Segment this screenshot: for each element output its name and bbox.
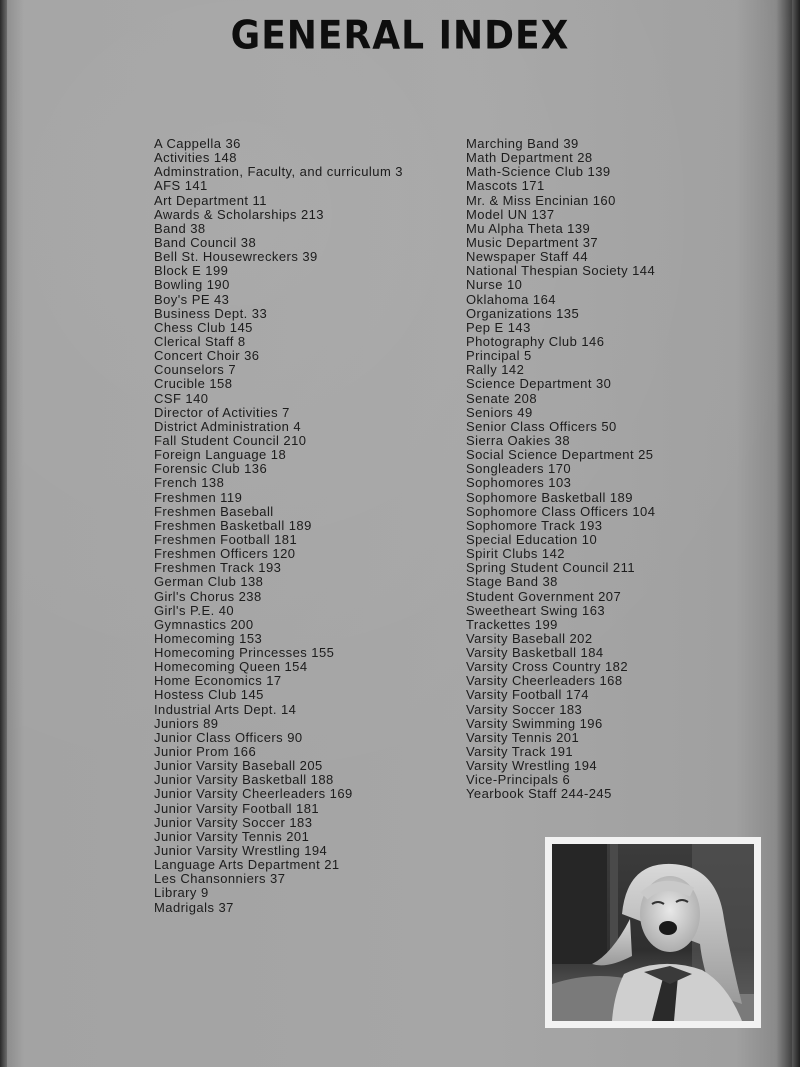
index-entry: Sophomore Track 193 — [466, 517, 603, 533]
index-entry: Library 9 — [154, 885, 209, 901]
index-entry: Girl's Chorus 238 — [154, 588, 262, 604]
index-entry: Oklahoma 164 — [466, 291, 556, 307]
index-entry: Madrigals 37 — [154, 899, 234, 915]
index-entry: Crucible 158 — [154, 376, 233, 392]
index-entry: Trackettes 199 — [466, 616, 558, 632]
index-entry: Fall Student Council 210 — [154, 432, 307, 448]
index-entry: Freshmen Football 181 — [154, 531, 298, 547]
index-entry: Social Science Department 25 — [466, 447, 654, 463]
index-entry: National Thespian Society 144 — [466, 263, 656, 279]
index-entry: Homecoming Princesses 155 — [154, 645, 335, 661]
photo-frame — [545, 837, 761, 1028]
index-entry: AFS 141 — [154, 178, 208, 194]
index-entry: Junior Varsity Basketball 188 — [154, 772, 334, 788]
index-entry: Sierra Oakies 38 — [466, 432, 571, 448]
index-entry: Math-Science Club 139 — [466, 164, 611, 180]
index-entry: Awards & Scholarships 213 — [154, 206, 324, 222]
index-entry: Band 38 — [154, 220, 206, 236]
index-entry: Freshmen Baseball — [154, 503, 274, 519]
index-entry: Science Department 30 — [466, 376, 612, 392]
index-entry: Varsity Basketball 184 — [466, 645, 604, 661]
index-entry: Homecoming Queen 154 — [154, 659, 308, 675]
index-entry: Bowling 190 — [154, 277, 230, 293]
index-entry: Sophomore Basketball 189 — [466, 489, 633, 505]
index-entry: Junior Prom 166 — [154, 744, 257, 760]
index-entry: Language Arts Department 21 — [154, 857, 340, 873]
index-entry: Songleaders 170 — [466, 461, 572, 477]
page-title: GENERAL INDEX — [230, 14, 570, 59]
index-entry: Adminstration, Faculty, and curriculum 3 — [154, 164, 403, 180]
index-entry: Band Council 38 — [154, 234, 257, 250]
index-entry: Varsity Cross Country 182 — [466, 659, 629, 675]
index-entry: Sweetheart Swing 163 — [466, 602, 606, 618]
index-entry: Freshmen Basketball 189 — [154, 517, 312, 533]
index-entry: Varsity Swimming 196 — [466, 715, 603, 731]
index-entry: Mu Alpha Theta 139 — [466, 220, 591, 236]
index-entry: Freshmen Track 193 — [154, 560, 282, 576]
index-entry: Homecoming 153 — [154, 630, 263, 646]
index-entry: Foreign Language 18 — [154, 447, 287, 463]
index-entry: Student Government 207 — [466, 588, 622, 604]
index-entry: Junior Varsity Cheerleaders 169 — [154, 786, 353, 802]
index-entry: Varsity Soccer 183 — [466, 701, 583, 717]
index-entry: Block E 199 — [154, 263, 229, 279]
index-entry: Seniors 49 — [466, 404, 533, 420]
index-entry: Organizations 135 — [466, 305, 580, 321]
index-column-left — [154, 137, 454, 915]
index-entry: Sophomores 103 — [466, 475, 572, 491]
index-entry: Varsity Cheerleaders 168 — [466, 673, 623, 689]
index-entry: Sophomore Class Officers 104 — [466, 503, 656, 519]
index-entry: Senior Class Officers 50 — [466, 418, 617, 434]
index-entry: Freshmen Officers 120 — [154, 546, 296, 562]
index-entry: Photography Club 146 — [466, 333, 605, 349]
index-entry: Yearbook Staff 244-245 — [466, 786, 612, 802]
index-entry: CSF 140 — [154, 390, 209, 406]
index-entry: Varsity Tennis 201 — [466, 729, 580, 745]
index-entry: Junior Varsity Football 181 — [154, 800, 320, 816]
index-entry: Math Department 28 — [466, 150, 593, 166]
index-entry: Principal 5 — [466, 348, 532, 364]
index-entry: Forensic Club 136 — [154, 461, 268, 477]
index-entry: Senate 208 — [466, 390, 538, 406]
index-entry: Director of Activities 7 — [154, 404, 290, 420]
laughing-girl-photo — [552, 844, 754, 1021]
index-entry: Spirit Clubs 142 — [466, 546, 565, 562]
index-entry: Counselors 7 — [154, 362, 236, 378]
index-entry: Mascots 171 — [466, 178, 545, 194]
index-entry: Pep E 143 — [466, 319, 531, 335]
index-entry: Boy's PE 43 — [154, 291, 230, 307]
index-entry: Music Department 37 — [466, 234, 599, 250]
index-entry: Concert Choir 36 — [154, 348, 260, 364]
page-binding-right — [792, 0, 800, 1067]
index-entry: Varsity Wrestling 194 — [466, 758, 598, 774]
index-entry: Clerical Staff 8 — [154, 333, 246, 349]
index-entry: Newspaper Staff 44 — [466, 249, 589, 265]
index-entry: Model UN 137 — [466, 206, 555, 222]
index-entry: Varsity Football 174 — [466, 687, 589, 703]
index-entry: Junior Varsity Wrestling 194 — [154, 843, 328, 859]
index-entry: Hostess Club 145 — [154, 687, 264, 703]
index-entry: German Club 138 — [154, 574, 264, 590]
laughing-girl-illustration — [552, 844, 754, 1021]
index-entry: Home Economics 17 — [154, 673, 282, 689]
page-binding-left — [0, 0, 7, 1067]
index-entry: Nurse 10 — [466, 277, 523, 293]
index-entry: Industrial Arts Dept. 14 — [154, 701, 297, 717]
index-column-right — [466, 137, 776, 802]
index-entry: Mr. & Miss Encinian 160 — [466, 192, 616, 208]
index-entry: Varsity Baseball 202 — [466, 630, 593, 646]
index-entry: District Administration 4 — [154, 418, 302, 434]
index-entry: Stage Band 38 — [466, 574, 558, 590]
index-entry: Junior Class Officers 90 — [154, 729, 303, 745]
index-entry: Vice-Principals 6 — [466, 772, 571, 788]
index-entry: Marching Band 39 — [466, 136, 579, 151]
index-entry: Spring Student Council 211 — [466, 560, 636, 576]
index-entry: Junior Varsity Soccer 183 — [154, 814, 313, 830]
index-entry: Les Chansonniers 37 — [154, 871, 286, 887]
index-entry: Rally 142 — [466, 362, 525, 378]
index-entry: Activities 148 — [154, 150, 237, 166]
index-entry: Juniors 89 — [154, 715, 219, 731]
index-entry: Business Dept. 33 — [154, 305, 268, 321]
index-entry: Gymnastics 200 — [154, 616, 254, 632]
index-entry: Freshmen 119 — [154, 489, 243, 505]
index-entry: A Cappella 36 — [154, 136, 241, 151]
index-entry: Art Department 11 — [154, 192, 267, 208]
index-entry: Girl's P.E. 40 — [154, 602, 235, 618]
index-entry: Varsity Track 191 — [466, 744, 574, 760]
index-entry: French 138 — [154, 475, 225, 491]
index-entry: Junior Varsity Baseball 205 — [154, 758, 323, 774]
index-entry: Special Education 10 — [466, 531, 598, 547]
index-entry: Junior Varsity Tennis 201 — [154, 828, 310, 844]
index-entry: Chess Club 145 — [154, 319, 253, 335]
index-entry: Bell St. Housewreckers 39 — [154, 249, 318, 265]
